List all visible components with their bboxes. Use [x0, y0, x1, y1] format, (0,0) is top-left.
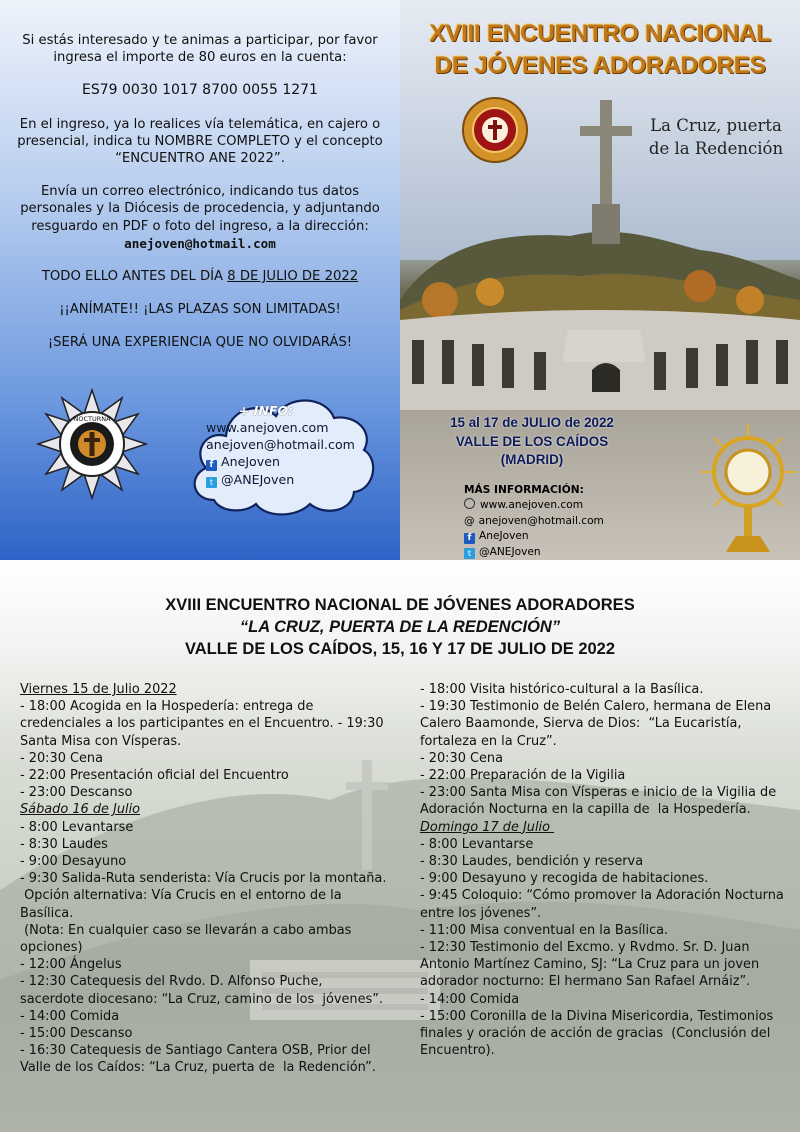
- program-item: - 8:00 Levantarse: [20, 819, 134, 835]
- deadline-date: 8 DE JULIO DE 2022: [227, 269, 359, 285]
- twitter-icon: t: [206, 477, 217, 488]
- program-section: [0, 560, 800, 1132]
- event-region: (MADRID): [500, 452, 564, 467]
- program-item: - 18:00 Acogida en la Hospedería: entrega de credenciales a los participantes en el Encuentro. - 19:30 Santa Misa con Vísperas.: [20, 699, 388, 749]
- program-item: - 15:00 Coronilla de la Divina Misericordia, Testimonios finales y oración de acción de gracias (Conclusión del Encuentro).: [420, 1008, 778, 1059]
- program-item: Opción alternativa: Vía Crucis en el entorno de la Basílica.: [20, 888, 346, 921]
- valle-de-los-caidos-image: [400, 0, 800, 560]
- poster-facebook: AneJoven: [479, 530, 529, 543]
- adoracion-nocturna-emblem: [36, 388, 148, 500]
- website-link[interactable]: www.anejoven.com: [206, 420, 329, 435]
- program-item: - 20:30 Cena: [420, 750, 503, 766]
- poster-more-info: [464, 483, 684, 560]
- twitter-row[interactable]: [206, 471, 376, 488]
- program-item: - 16:30 Catequesis de Santiago Cantera OSB, Prior del Valle de los Caídos: “La Cruz, puerta de la Redención”.: [20, 1043, 376, 1076]
- program-left-column: [20, 681, 390, 1077]
- facebook-handle: AneJoven: [221, 454, 280, 469]
- experience-text: ¡SERÁ UNA EXPERIENCIA QUE NO OLVIDARÁS!: [47, 335, 353, 351]
- program-day-heading: Sábado 16 de Julio: [20, 802, 141, 818]
- at-icon: @: [464, 514, 475, 527]
- poster-email: anejoven@hotmail.com: [478, 514, 604, 527]
- motto-line2: de la Redención: [648, 139, 784, 158]
- cloud-email-link[interactable]: anejoven@hotmail.com: [206, 437, 355, 452]
- poster-motto: [636, 114, 796, 160]
- poster-email-row[interactable]: [464, 514, 684, 529]
- facebook-row[interactable]: [206, 453, 376, 471]
- registration-info: [14, 32, 386, 368]
- program-item: (Nota: En cualquier caso se llevarán a cabo ambas opciones): [20, 922, 356, 956]
- participation-text: Si estás interesado y te animas a participar, por favor ingresa el importe de 80 euros en la cuenta:: [22, 33, 378, 66]
- program-right-column: [420, 681, 795, 1059]
- program-day-heading: Viernes 15 de Julio 2022: [20, 682, 177, 697]
- info-cloud: [206, 402, 376, 488]
- contact-email[interactable]: anejoven@hotmail.com: [124, 235, 276, 251]
- poster-twitter: @ANEJoven: [479, 545, 541, 558]
- program-item: - 22:00 Preparación de la Vigilia: [420, 768, 626, 784]
- poster-twitter-row[interactable]: [464, 545, 684, 560]
- program-item: - 14:00 Comida: [20, 1008, 120, 1024]
- event-poster: [400, 0, 800, 560]
- svg-text:NOCTURNA: NOCTURNA: [73, 415, 111, 423]
- deadline: [14, 268, 386, 285]
- program-header: [0, 594, 800, 660]
- twitter-icon: t: [464, 548, 475, 559]
- cheer-text: ¡¡ANÍMATE!! ¡LAS PLAZAS SON LIMITADAS!: [59, 302, 341, 318]
- program-item: - 23:00 Descanso: [20, 785, 133, 801]
- program-item: - 23:00 Santa Misa con Vísperas e inicio de la Vigilia de Adoración Nocturna en la capilla de la Hospedería.: [420, 785, 781, 818]
- program-item: - 22:00 Presentación oficial del Encuentro: [20, 768, 289, 784]
- program-day-heading: Domingo 17 de Julio: [420, 819, 555, 835]
- info-title: + INFO:: [238, 403, 294, 418]
- program-location-dates: VALLE DE LOS CAÍDOS, 15, 16 Y 17 DE JULIO DE 2022: [184, 640, 616, 658]
- program-slogan: “LA CRUZ, PUERTA DE LA REDENCIÓN”: [239, 618, 561, 636]
- program-item: - 12:00 Ángelus: [20, 957, 122, 973]
- program-item: - 19:30 Testimonio de Belén Calero, hermana de Elena Calero Baamonde, Sierva de Dios: “La Eucaristía, fortaleza en la Cruz”.: [420, 699, 776, 749]
- poster-web-row[interactable]: [464, 498, 684, 513]
- program-item: - 9:45 Coloquio: “Cómo promover la Adoración Nocturna entre los jóvenes”.: [420, 888, 788, 921]
- poster-title: [400, 18, 800, 82]
- program-title: XVIII ENCUENTRO NACIONAL DE JÓVENES ADORADORES: [165, 596, 635, 614]
- program-item: - 8:30 Laudes: [20, 836, 108, 852]
- twitter-handle: @ANEJoven: [221, 472, 295, 487]
- event-dates: 15 al 17 de JULIO de 2022: [450, 415, 614, 430]
- more-info-title: MÁS INFORMACIÓN:: [464, 484, 584, 496]
- program-item: - 20:30 Cena: [20, 750, 103, 766]
- deadline-prefix: TODO ELLO ANTES DEL DÍA: [41, 269, 228, 285]
- program-item: - 15:00 Descanso: [20, 1026, 133, 1042]
- program-item: - 14:00 Comida: [420, 991, 520, 1007]
- motto-line1: La Cruz, puerta: [650, 116, 782, 135]
- email-instructions: Envía un correo electrónico, indicando tus datos personales y la Diócesis de procedencia, y adjuntando resguardo en PDF o foto del ingreso, a la dirección:: [20, 184, 380, 234]
- program-item: - 11:00 Misa conventual en la Basílica.: [420, 922, 669, 938]
- program-item: - 8:00 Levantarse: [420, 836, 534, 852]
- payment-instructions: En el ingreso, ya lo realices vía telemática, en cajero o presencial, indica tu NOMBRE COMPLETO y el concepto “ENCUENTRO ANE 2022”.: [17, 116, 383, 167]
- poster-title-line2: DE JÓVENES ADORADORES: [434, 52, 766, 79]
- program-item: - 9:30 Salida-Ruta senderista: Vía Crucis por la montaña.: [20, 871, 387, 887]
- program-item: - 18:00 Visita histórico-cultural a la Basílica.: [420, 682, 704, 697]
- program-item: - 9:00 Desayuno y recogida de habitaciones.: [420, 871, 709, 887]
- event-place: VALLE DE LOS CAÍDOS: [455, 433, 609, 449]
- program-item: - 12:30 Testimonio del Excmo. y Rvdmo. Sr. D. Juan Antonio Martínez Camino, SJ: “La Cruz para un joven adorador nocturno: El hermano San Rafael Arnáiz”.: [420, 940, 764, 990]
- poster-title-line1: XVIII ENCUENTRO NACIONAL: [429, 20, 771, 47]
- program-item: - 9:00 Desayuno: [20, 854, 127, 870]
- poster-web: www.anejoven.com: [480, 499, 584, 512]
- facebook-icon: f: [464, 533, 475, 544]
- globe-icon: [464, 498, 475, 509]
- poster-dates: [422, 414, 642, 470]
- poster-facebook-row[interactable]: [464, 529, 684, 544]
- bank-account: ES79 0030 1017 8700 0055 1271: [82, 82, 318, 99]
- program-item: - 12:30 Catequesis del Rvdo. D. Alfonso Puche, sacerdote diocesano: “La Cruz, camino de los jóvenes”.: [20, 974, 384, 1007]
- facebook-icon: f: [206, 460, 217, 471]
- program-item: - 8:30 Laudes, bendición y reserva: [420, 854, 644, 870]
- registration-panel: [0, 0, 400, 560]
